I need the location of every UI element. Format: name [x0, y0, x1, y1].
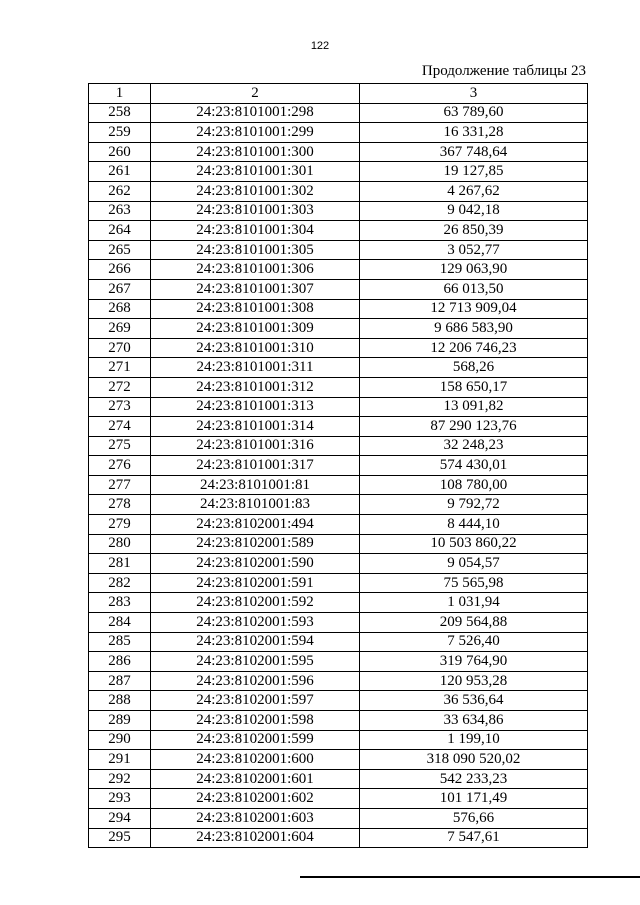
table-row	[89, 789, 588, 809]
cadastral-number-cell: 24:23:8101001:317	[151, 456, 360, 476]
value-cell: 318 090 520,02	[360, 750, 588, 770]
value-cell: 9 686 583,90	[360, 319, 588, 339]
table-row	[89, 397, 588, 417]
cadastral-number-cell: 24:23:8101001:301	[151, 162, 360, 182]
cadastral-number-cell: 24:23:8101001:83	[151, 495, 360, 515]
cadastral-number-cell: 24:23:8101001:310	[151, 338, 360, 358]
cadastral-number-cell: 24:23:8101001:311	[151, 358, 360, 378]
value-cell: 576,66	[360, 808, 588, 828]
cadastral-number-cell: 24:23:8101001:314	[151, 417, 360, 437]
row-number-cell: 270	[89, 338, 151, 358]
cadastral-number-cell: 24:23:8101001:316	[151, 436, 360, 456]
cadastral-number-cell: 24:23:8102001:591	[151, 573, 360, 593]
row-number-cell: 274	[89, 417, 151, 437]
row-number-cell: 262	[89, 181, 151, 201]
row-number-cell: 276	[89, 456, 151, 476]
table-row	[89, 652, 588, 672]
row-number-cell: 269	[89, 319, 151, 339]
row-number-cell: 282	[89, 573, 151, 593]
cadastral-number-cell: 24:23:8101001:81	[151, 475, 360, 495]
row-number-cell: 271	[89, 358, 151, 378]
row-number-cell: 291	[89, 750, 151, 770]
cadastral-number-cell: 24:23:8102001:593	[151, 613, 360, 633]
row-number-cell: 284	[89, 613, 151, 633]
cadastral-number-cell: 24:23:8102001:594	[151, 632, 360, 652]
table-row	[89, 554, 588, 574]
row-number-cell: 289	[89, 711, 151, 731]
value-cell: 9 792,72	[360, 495, 588, 515]
row-number-cell: 265	[89, 240, 151, 260]
value-cell: 36 536,64	[360, 691, 588, 711]
value-cell: 87 290 123,76	[360, 417, 588, 437]
value-cell: 4 267,62	[360, 181, 588, 201]
cadastral-number-cell: 24:23:8102001:604	[151, 828, 360, 848]
cadastral-number-cell: 24:23:8102001:589	[151, 534, 360, 554]
cadastral-number-cell: 24:23:8101001:303	[151, 201, 360, 221]
row-number-cell: 281	[89, 554, 151, 574]
table-row	[89, 417, 588, 437]
row-number-cell: 295	[89, 828, 151, 848]
data-table	[88, 83, 588, 848]
value-cell: 19 127,85	[360, 162, 588, 182]
table-caption: Продолжение таблицы 23	[421, 63, 586, 79]
table-row	[89, 377, 588, 397]
value-cell: 10 503 860,22	[360, 534, 588, 554]
row-number-cell: 266	[89, 260, 151, 280]
value-cell: 158 650,17	[360, 377, 588, 397]
table-row	[89, 808, 588, 828]
value-cell: 9 054,57	[360, 554, 588, 574]
row-number-cell: 292	[89, 769, 151, 789]
value-cell: 12 206 746,23	[360, 338, 588, 358]
cadastral-number-cell: 24:23:8102001:494	[151, 515, 360, 535]
cadastral-number-cell: 24:23:8102001:597	[151, 691, 360, 711]
table-row	[89, 260, 588, 280]
row-number-cell: 273	[89, 397, 151, 417]
cadastral-number-cell: 24:23:8102001:590	[151, 554, 360, 574]
value-cell: 568,26	[360, 358, 588, 378]
row-number-cell: 268	[89, 299, 151, 319]
row-number-cell: 288	[89, 691, 151, 711]
value-cell: 1 031,94	[360, 593, 588, 613]
row-number-cell: 275	[89, 436, 151, 456]
value-cell: 12 713 909,04	[360, 299, 588, 319]
row-number-cell: 286	[89, 652, 151, 672]
cadastral-number-cell: 24:23:8102001:592	[151, 593, 360, 613]
table-row	[89, 436, 588, 456]
row-number-cell: 264	[89, 221, 151, 241]
value-cell: 367 748,64	[360, 142, 588, 162]
row-number-cell: 272	[89, 377, 151, 397]
value-cell: 108 780,00	[360, 475, 588, 495]
table-row	[89, 338, 588, 358]
row-number-cell: 260	[89, 142, 151, 162]
table-row	[89, 711, 588, 731]
row-number-cell: 285	[89, 632, 151, 652]
value-cell: 8 444,10	[360, 515, 588, 535]
table-row	[89, 691, 588, 711]
value-cell: 7 547,61	[360, 828, 588, 848]
table-row	[89, 240, 588, 260]
table-row	[89, 750, 588, 770]
cadastral-number-cell: 24:23:8102001:599	[151, 730, 360, 750]
value-cell: 13 091,82	[360, 397, 588, 417]
table-body	[89, 103, 588, 848]
cadastral-number-cell: 24:23:8102001:596	[151, 671, 360, 691]
value-cell: 120 953,28	[360, 671, 588, 691]
table-row	[89, 142, 588, 162]
row-number-cell: 267	[89, 279, 151, 299]
cadastral-number-cell: 24:23:8102001:602	[151, 789, 360, 809]
table-row	[89, 613, 588, 633]
table-row	[89, 279, 588, 299]
value-cell: 542 233,23	[360, 769, 588, 789]
row-number-cell: 280	[89, 534, 151, 554]
cadastral-number-cell: 24:23:8101001:299	[151, 123, 360, 143]
cadastral-number-cell: 24:23:8102001:603	[151, 808, 360, 828]
row-number-cell: 283	[89, 593, 151, 613]
value-cell: 33 634,86	[360, 711, 588, 731]
value-cell: 26 850,39	[360, 221, 588, 241]
page-number: 122	[310, 40, 330, 52]
value-cell: 574 430,01	[360, 456, 588, 476]
table-row	[89, 730, 588, 750]
row-number-cell: 279	[89, 515, 151, 535]
table-row	[89, 671, 588, 691]
value-cell: 63 789,60	[360, 103, 588, 123]
cadastral-number-cell: 24:23:8101001:308	[151, 299, 360, 319]
cadastral-number-cell: 24:23:8101001:298	[151, 103, 360, 123]
column-header: 2	[151, 84, 360, 104]
cadastral-number-cell: 24:23:8101001:313	[151, 397, 360, 417]
column-header: 3	[360, 84, 588, 104]
value-cell: 129 063,90	[360, 260, 588, 280]
value-cell: 1 199,10	[360, 730, 588, 750]
row-number-cell: 287	[89, 671, 151, 691]
value-cell: 319 764,90	[360, 652, 588, 672]
row-number-cell: 259	[89, 123, 151, 143]
table-row	[89, 632, 588, 652]
footer-divider	[300, 876, 640, 878]
table-row	[89, 828, 588, 848]
value-cell: 7 526,40	[360, 632, 588, 652]
table-row	[89, 299, 588, 319]
value-cell: 32 248,23	[360, 436, 588, 456]
table-row	[89, 475, 588, 495]
table-row	[89, 534, 588, 554]
cadastral-number-cell: 24:23:8101001:304	[151, 221, 360, 241]
cadastral-number-cell: 24:23:8101001:300	[151, 142, 360, 162]
table-row	[89, 573, 588, 593]
value-cell: 16 331,28	[360, 123, 588, 143]
table-row	[89, 103, 588, 123]
cadastral-number-cell: 24:23:8101001:302	[151, 181, 360, 201]
table-row	[89, 221, 588, 241]
table-header-row	[89, 84, 588, 104]
table-row	[89, 358, 588, 378]
cadastral-number-cell: 24:23:8101001:307	[151, 279, 360, 299]
row-number-cell: 293	[89, 789, 151, 809]
table-row	[89, 769, 588, 789]
table-row	[89, 162, 588, 182]
cadastral-number-cell: 24:23:8101001:305	[151, 240, 360, 260]
row-number-cell: 278	[89, 495, 151, 515]
table-row	[89, 319, 588, 339]
value-cell: 101 171,49	[360, 789, 588, 809]
table-row	[89, 201, 588, 221]
value-cell: 3 052,77	[360, 240, 588, 260]
table-row	[89, 515, 588, 535]
row-number-cell: 261	[89, 162, 151, 182]
value-cell: 209 564,88	[360, 613, 588, 633]
row-number-cell: 258	[89, 103, 151, 123]
table-row	[89, 495, 588, 515]
value-cell: 66 013,50	[360, 279, 588, 299]
table-row	[89, 456, 588, 476]
table-row	[89, 593, 588, 613]
cadastral-number-cell: 24:23:8101001:312	[151, 377, 360, 397]
table-row	[89, 123, 588, 143]
cadastral-number-cell: 24:23:8102001:595	[151, 652, 360, 672]
cadastral-number-cell: 24:23:8101001:306	[151, 260, 360, 280]
cadastral-number-cell: 24:23:8102001:601	[151, 769, 360, 789]
row-number-cell: 263	[89, 201, 151, 221]
value-cell: 9 042,18	[360, 201, 588, 221]
table-row	[89, 181, 588, 201]
cadastral-number-cell: 24:23:8102001:600	[151, 750, 360, 770]
row-number-cell: 277	[89, 475, 151, 495]
column-header: 1	[89, 84, 151, 104]
value-cell: 75 565,98	[360, 573, 588, 593]
row-number-cell: 294	[89, 808, 151, 828]
row-number-cell: 290	[89, 730, 151, 750]
cadastral-number-cell: 24:23:8102001:598	[151, 711, 360, 731]
cadastral-number-cell: 24:23:8101001:309	[151, 319, 360, 339]
